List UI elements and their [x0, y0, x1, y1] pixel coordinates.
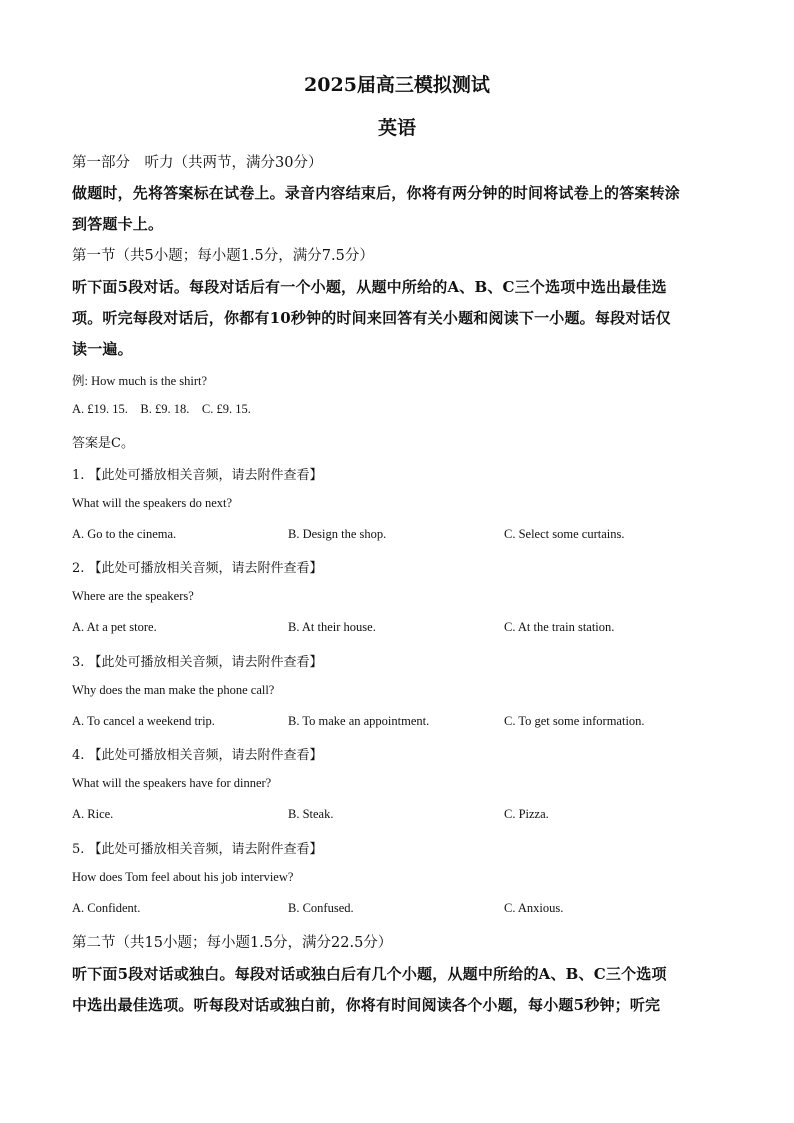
part1-heading: 第一部分 听力（共两节，满分30分） [72, 155, 323, 171]
example-answer: 答案是C。 [72, 436, 134, 451]
question-1-option-c: C. Select some curtains. [504, 527, 625, 541]
example-question: 例: How much is the shirt? [72, 374, 208, 388]
question-1-audio-note: 1. 【此处可播放相关音频，请去附件查看】 [72, 468, 323, 483]
example-options: A. £19. 15. B. £9. 18. C. £9. 15. [72, 402, 251, 416]
subject-title: 英语 [377, 117, 416, 139]
question-3-option-b: B. To make an appointment. [288, 714, 430, 728]
question-3-option-c: C. To get some information. [504, 714, 645, 728]
question-2-option-a: A. At a pet store. [72, 620, 157, 634]
question-1-option-a: A. Go to the cinema. [72, 527, 177, 541]
question-5-option-b: B. Confused. [288, 901, 354, 915]
question-4-audio-note: 4. 【此处可播放相关音频，请去附件查看】 [72, 748, 323, 763]
question-1-option-b: B. Design the shop. [288, 527, 387, 541]
section2-heading: 第二节（共15小题；每小题1.5分，满分22.5分） [72, 935, 393, 951]
question-4-option-a: A. Rice. [72, 807, 114, 821]
question-3-text: Why does the man make the phone call? [72, 683, 275, 697]
question-4-option-b: B. Steak. [288, 807, 334, 821]
question-5-text: How does Tom feel about his job interview? [72, 870, 294, 884]
question-2-text: Where are the speakers? [72, 589, 194, 603]
question-4-text: What will the speakers have for dinner? [72, 776, 272, 790]
section1-instructions-line1: 听下面5段对话。每段对话后有一个小题，从题中所给的A、B、C三个选项中选出最佳选 [72, 278, 667, 296]
section1-heading: 第一节（共5小题；每小题1.5分，满分7.5分） [72, 248, 374, 264]
section1-instructions-line2: 项。听完每段对话后，你都有10秒钟的时间来回答有关小题和阅读下一小题。每段对话仅 [72, 309, 671, 327]
part1-instructions-line2: 到答题卡上。 [72, 215, 164, 233]
question-3-audio-note: 3. 【此处可播放相关音频，请去附件查看】 [72, 655, 323, 670]
question-5-option-c: C. Anxious. [504, 901, 564, 915]
question-5-audio-note: 5. 【此处可播放相关音频，请去附件查看】 [72, 842, 323, 857]
section2-instructions-line2: 中选出最佳选项。听每段对话或独白前，你将有时间阅读各个小题，每小题5秒钟；听完 [72, 996, 661, 1014]
question-2-audio-note: 2. 【此处可播放相关音频，请去附件查看】 [72, 561, 323, 576]
question-2-option-c: C. At the train station. [504, 620, 615, 634]
section2-instructions-line1: 听下面5段对话或独白。每段对话或独白后有几个小题，从题中所给的A、B、C三个选项 [72, 965, 667, 983]
question-5-option-a: A. Confident. [72, 901, 141, 915]
question-1-text: What will the speakers do next? [72, 496, 233, 510]
section1-instructions-line3: 读一遍。 [72, 340, 133, 358]
exam-title: 2025届高三模拟测试 [304, 74, 490, 96]
part1-instructions-line1: 做题时，先将答案标在试卷上。录音内容结束后，你将有两分钟的时间将试卷上的答案转涂 [72, 184, 681, 202]
question-2-option-b: B. At their house. [288, 620, 376, 634]
question-4-option-c: C. Pizza. [504, 807, 549, 821]
question-3-option-a: A. To cancel a weekend trip. [72, 714, 215, 728]
